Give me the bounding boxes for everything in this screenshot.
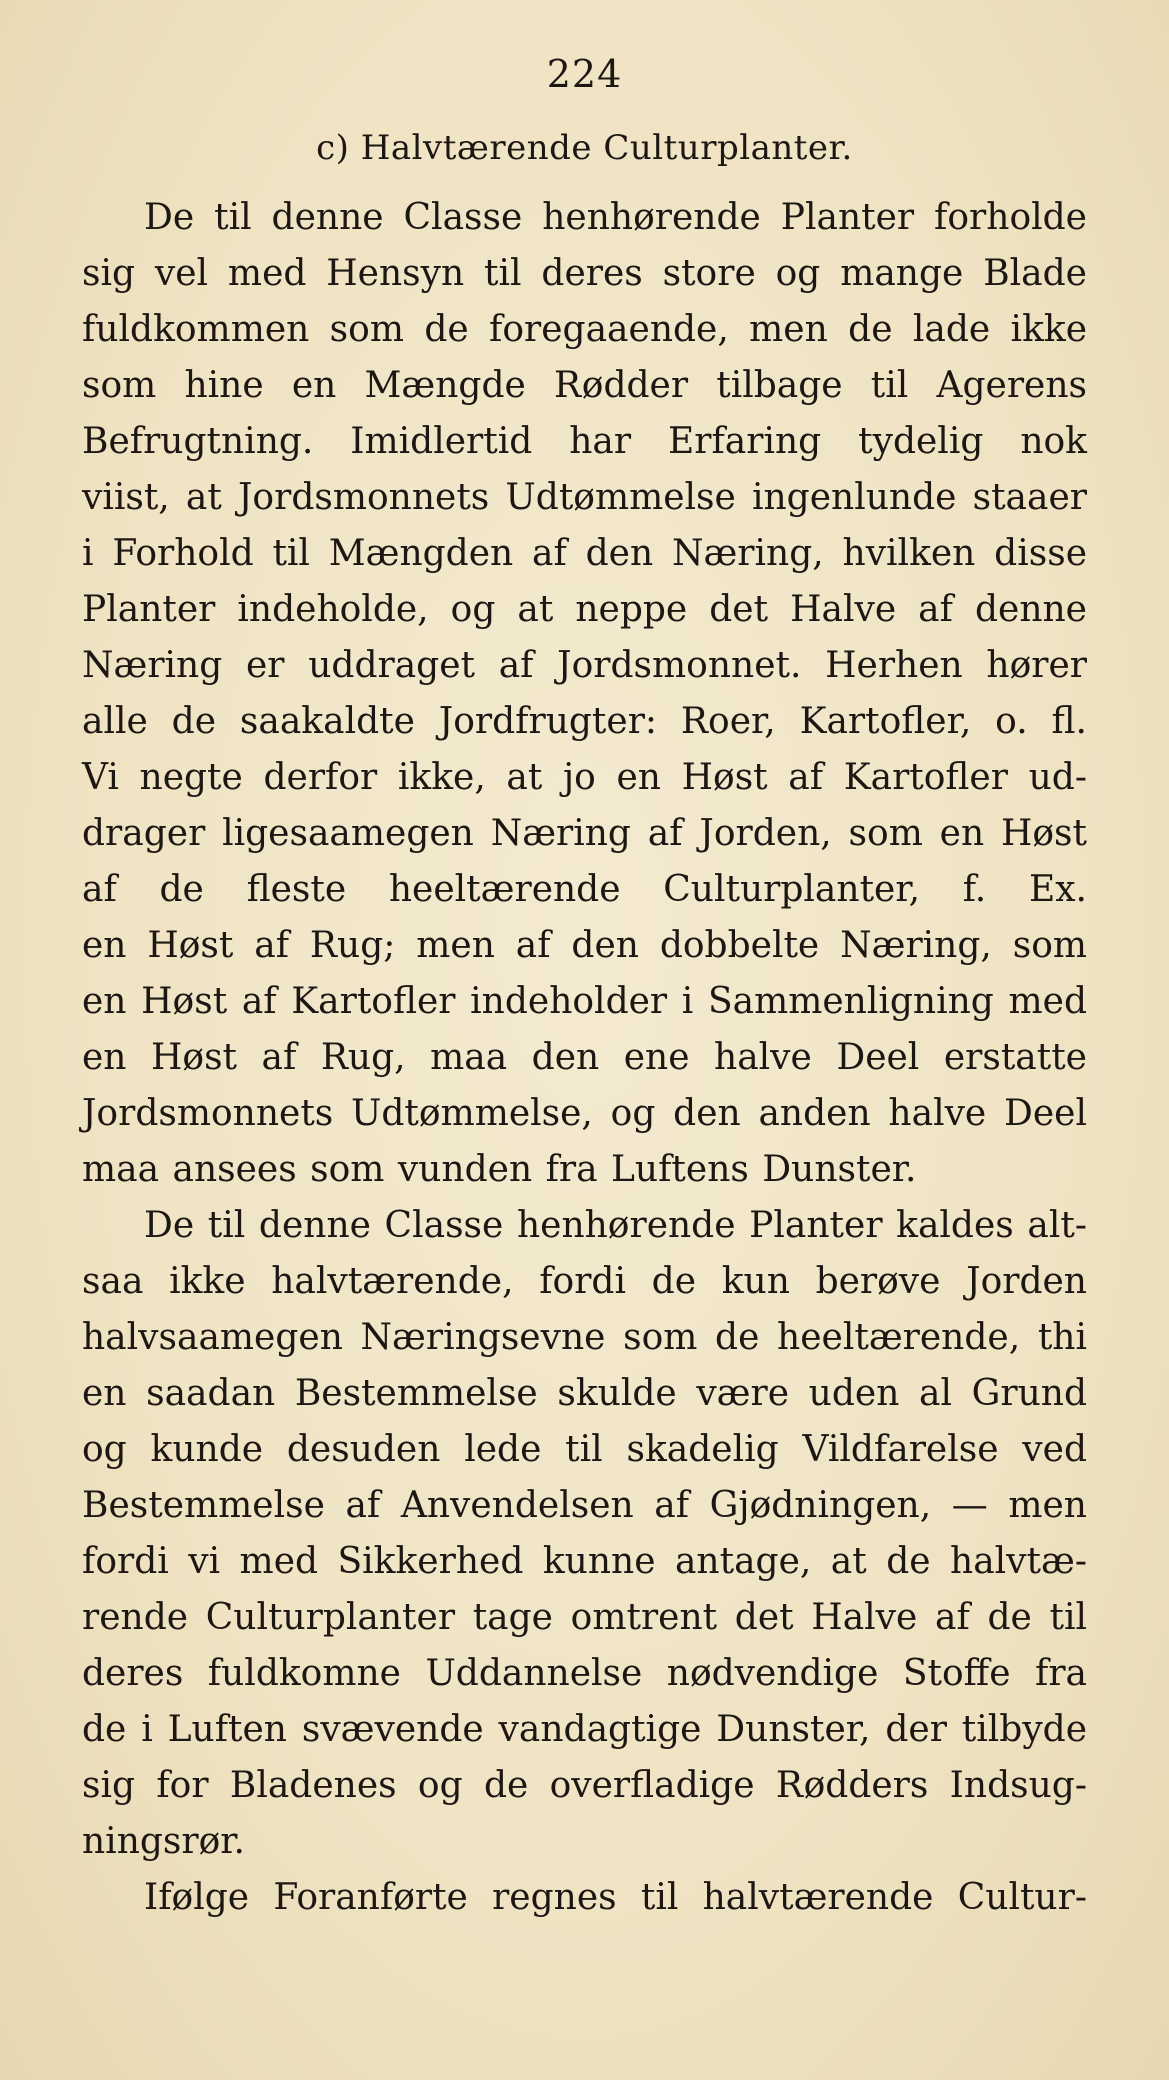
text-line: ningsrør. [82,1821,245,1862]
text-line: som hine en Mængde Rødder tilbage til Agerens [82,365,1087,406]
text-line: en saadan Bestemmelse skulde være uden al Grund [82,1373,1087,1414]
body-text [82,190,1087,1926]
text-line: en Høst af Rug, maa den ene halve Deel erstatte [82,1037,1087,1078]
text-line: viist, at Jordsmonnets Udtømmelse ingenlunde staaer [82,477,1087,518]
text-line: Vi negte derfor ikke, at jo en Høst af Kartofler ud- [82,757,1087,798]
text-line: af de fleste heeltærende Culturplanter, f. Ex. [82,869,1087,910]
text-line: alle de saakaldte Jordfrugter: Roer, Kartofler, o. fl. [82,701,1087,742]
text-line: deres fuldkomne Uddannelse nødvendige Stoffe fra [82,1653,1087,1694]
text-line: Ifølge Foranførte regnes til halvtærende Cultur- [144,1877,1087,1918]
section-heading: c) Halvtærende Culturplanter. [316,128,853,168]
text-line: fordi vi med Sikkerhed kunne antage, at de halvtæ- [82,1541,1087,1582]
text-line: en Høst af Kartofler indeholder i Sammenligning med [82,981,1087,1022]
text-line: fuldkommen som de foregaaende, men de lade ikke [82,309,1087,350]
text-line: en Høst af Rug; men af den dobbelte Næring, som [82,925,1087,966]
text-line: Næring er uddraget af Jordsmonnet. Herhen hører [82,645,1087,686]
text-line: halvsaamegen Næringsevne som de heeltærende, thi [82,1317,1087,1358]
text-line: Befrugtning. Imidlertid har Erfaring tydelig nok [82,421,1087,462]
text-line: sig vel med Hensyn til deres store og mange Blade [82,253,1087,294]
text-line: sig for Bladenes og de overfladige Rødders Indsug- [82,1765,1087,1806]
text-line: de i Luften svævende vandagtige Dunster, der tilbyde [82,1709,1087,1750]
text-line: De til denne Classe henhørende Planter kaldes alt- [144,1205,1087,1246]
text-line: i Forhold til Mængden af den Næring, hvilken disse [82,533,1087,574]
text-line: maa ansees som vunden fra Luftens Dunster. [82,1149,917,1190]
text-line: De til denne Classe henhørende Planter forholde [144,197,1087,238]
text-line: drager ligesaamegen Næring af Jorden, som en Høst [82,813,1087,854]
text-line: Planter indeholde, og at neppe det Halve af denne [82,589,1087,630]
text-line: og kunde desuden lede til skadelig Vildfarelse ved [82,1429,1087,1470]
page-number: 224 [546,52,623,96]
text-line: Bestemmelse af Anvendelsen af Gjødningen, — men [82,1485,1087,1526]
text-line: Jordsmonnets Udtømmelse, og den anden halve Deel [82,1093,1087,1134]
text-line: rende Culturplanter tage omtrent det Halve af de til [82,1597,1087,1638]
text-line: saa ikke halvtærende, fordi de kun berøve Jorden [82,1261,1087,1302]
